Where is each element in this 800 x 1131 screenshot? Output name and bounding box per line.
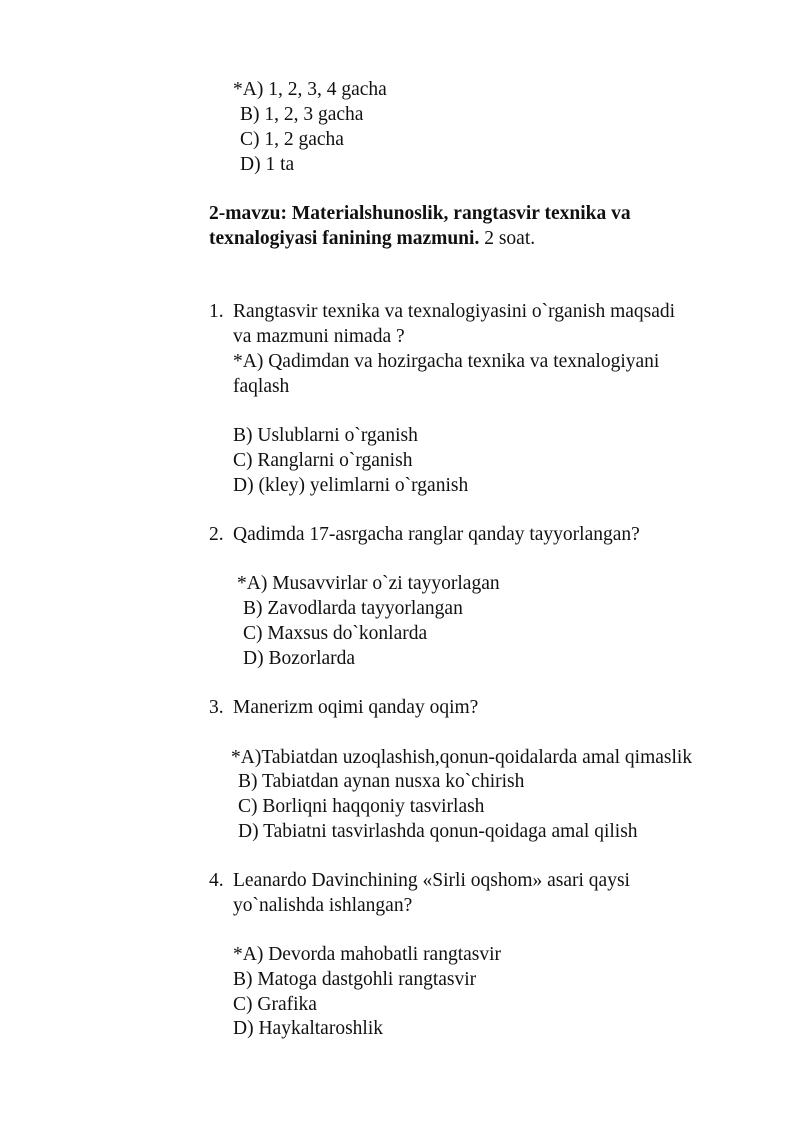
topic-title-line1: 2-mavzu: Materialshunoslik, rangtasvir texnika va bbox=[209, 203, 631, 224]
question-4-option-b: B) Matoga dastgohli rangtasvir bbox=[233, 969, 477, 990]
intro-option-a: *A) 1, 2, 3, 4 gacha bbox=[233, 79, 387, 100]
question-3-option-b: B) Tabiatdan aynan nusxa ko`chirish bbox=[238, 771, 525, 792]
topic-title-line2 bbox=[209, 226, 535, 251]
question-3-option-c: C) Borliqni haqqoniy tasvirlash bbox=[238, 796, 485, 817]
topic-title-line2-text: texnalogiyasi fanining mazmuni. bbox=[209, 228, 480, 249]
question-4-option-a: *A) Devorda mahobatli rangtasvir bbox=[233, 944, 502, 965]
question-2-option-b: B) Zavodlarda tayyorlangan bbox=[243, 598, 463, 619]
question-2-number: 2. bbox=[209, 524, 224, 545]
question-4-text-line1: Leanardo Davinchining «Sirli oqshom» asari qaysi bbox=[233, 870, 630, 891]
question-2-option-d: D) Bozorlarda bbox=[243, 648, 356, 669]
question-1-number: 1. bbox=[209, 301, 224, 322]
question-2-option-c: C) Maxsus do`konlarda bbox=[243, 623, 428, 644]
question-1-option-a-cont: faqlash bbox=[233, 376, 290, 397]
intro-option-b: B) 1, 2, 3 gacha bbox=[240, 104, 364, 125]
question-1-text-line2: va mazmuni nimada ? bbox=[233, 326, 405, 347]
question-3-text-line1: Manerizm oqimi qanday oqim? bbox=[233, 697, 479, 718]
question-2-text-line1: Qadimda 17-asrgacha ranglar qanday tayyorlangan? bbox=[233, 524, 640, 545]
question-4-text-line2: yo`nalishda ishlangan? bbox=[233, 895, 413, 916]
question-1-option-b: B) Uslublarni o`rganish bbox=[233, 425, 418, 446]
question-1-text-line1: Rangtasvir texnika va texnalogiyasini o`rganish maqsadi bbox=[233, 301, 676, 322]
question-3-number: 3. bbox=[209, 697, 224, 718]
intro-option-c: C) 1, 2 gacha bbox=[240, 129, 344, 150]
question-2-option-a: *A) Musavvirlar o`zi tayyorlagan bbox=[237, 573, 500, 594]
question-1-option-c: C) Ranglarni o`rganish bbox=[233, 450, 413, 471]
topic-hours: 2 soat. bbox=[479, 228, 536, 249]
question-4-option-d: D) Haykaltaroshlik bbox=[233, 1018, 384, 1039]
intro-option-d: D) 1 ta bbox=[240, 154, 295, 175]
question-3-option-a: *A)Tabiatdan uzoqlashish,qonun-qoidalarda amal qimaslik bbox=[231, 747, 693, 768]
question-4-number: 4. bbox=[209, 870, 224, 891]
question-3-option-d: D) Tabiatni tasvirlashda qonun-qoidaga amal qilish bbox=[238, 821, 638, 842]
question-4-option-c: C) Grafika bbox=[233, 994, 317, 1015]
question-1-option-d: D) (kley) yelimlarni o`rganish bbox=[233, 475, 469, 496]
question-1-option-a: *A) Qadimdan va hozirgacha texnika va texnalogiyani bbox=[233, 351, 660, 372]
